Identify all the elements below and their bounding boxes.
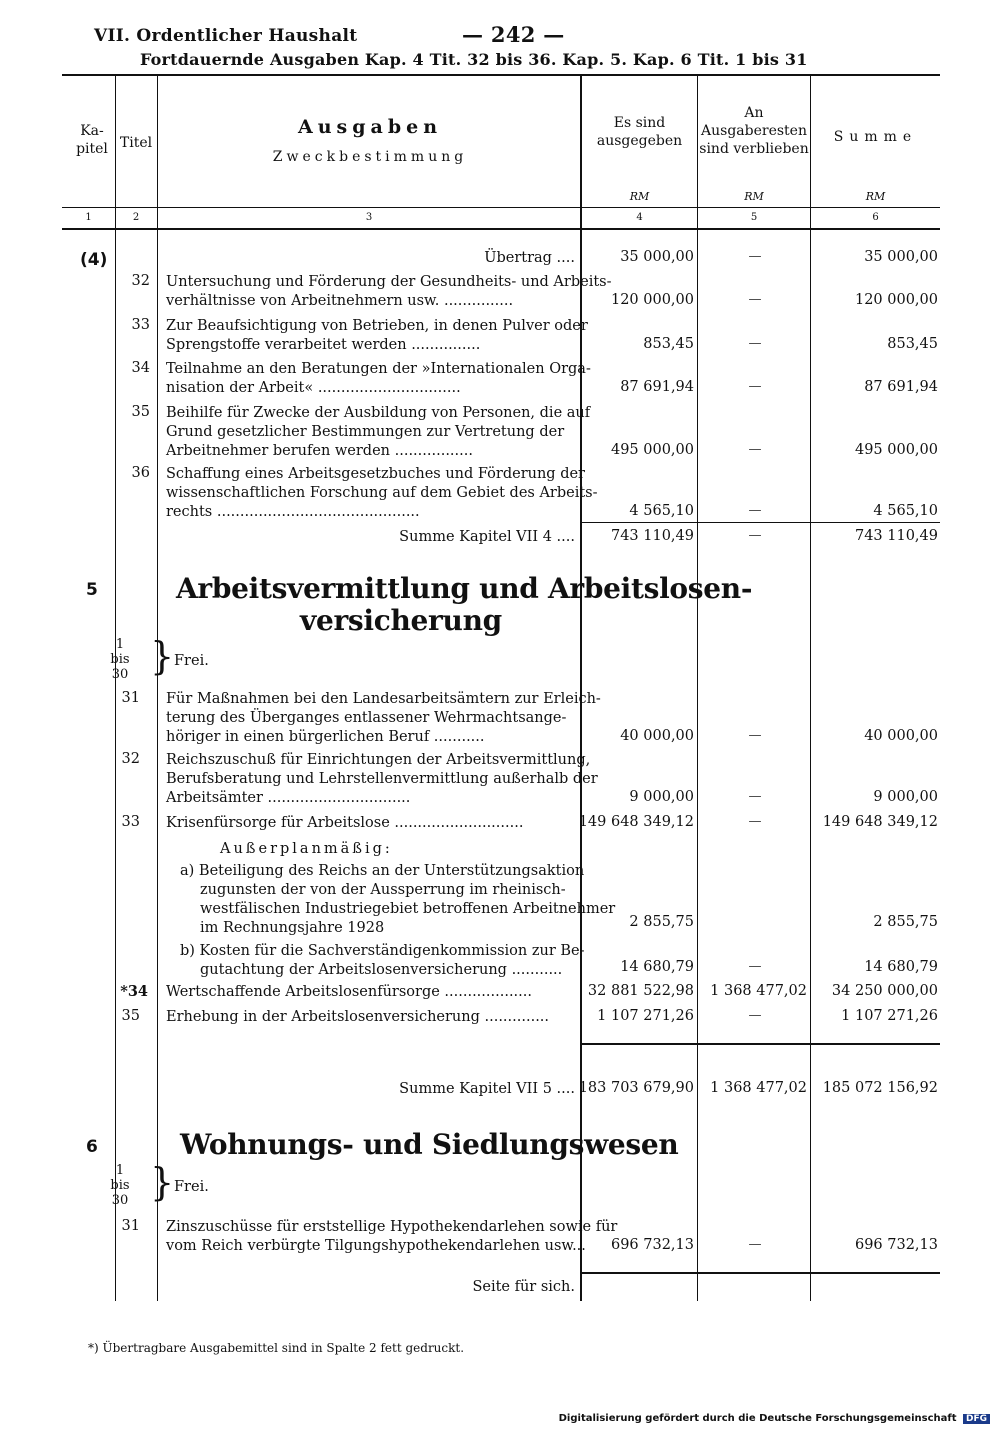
brace: } [150,634,175,678]
sum-reste: — [748,528,762,543]
credit-text: Digitalisierung gefördert durch die Deutsche Forschungsgemeinschaft [558,1413,957,1424]
titel-range: 1 bis 30 [110,637,130,682]
value-reste: — [748,959,762,974]
value-summe: 34 250 000,00 [831,983,938,999]
value-ausgegeben: 35 000,00 [620,249,694,265]
col-head-ausgaben: Ausgaben [297,116,443,138]
item-text: gutachtung der Arbeitslosenversicherung ........... [200,962,563,978]
value-summe: 9 000,00 [873,789,938,805]
sum-reste: 1 368 477,02 [710,1080,807,1096]
titel-number: 31 [121,690,140,706]
chapter-title: Wohnungs- und Siedlungswesen [180,1128,679,1161]
item-text: wissenschaftlichen Forschung auf dem Gebiet des Arbeits- [166,485,598,501]
unit-label: RM [744,190,764,203]
value-reste: — [748,249,762,264]
col-head-reste: An Ausgaberesten sind verblieben [699,105,809,157]
item-text: Sprengstoffe verarbeitet werden ............... [166,337,481,353]
value-summe: 40 000,00 [864,728,938,744]
value-ausgegeben: 14 680,79 [620,959,694,975]
item-text: b) Kosten für die Sachverständigenkommission zur Be- [180,943,585,959]
value-reste: — [748,503,762,518]
item-text: im Rechnungsjahre 1928 [200,920,385,936]
item-text: Wertschaffende Arbeitslosenfürsorge ................... [166,984,532,1000]
item-text: Zur Beaufsichtigung von Betrieben, in denen Pulver oder [166,318,588,334]
brace: } [150,1160,175,1204]
item-text: Teilnahme an den Beratungen der »Internationalen Orga- [166,361,591,377]
item-text: Zinszuschüsse für erststellige Hypothekendarlehen sowie für [166,1219,618,1235]
item-text: a) Beteiligung des Reichs an der Unterstützungsaktion [180,863,585,879]
value-ausgegeben: 40 000,00 [620,728,694,744]
col-head-kapitel: Ka- pitel [76,123,108,157]
sum-rule [582,1272,940,1274]
item-text: verhältnisse von Arbeitnehmern usw. ............... [166,293,514,309]
page-number: — 242 — [462,22,565,47]
item-text: rechts ............................................ [166,504,420,520]
carryover-label: Übertrag .... [484,250,575,266]
item-text: Schaffung eines Arbeitsgesetzbuches und Förderung der [166,466,585,482]
col-head-summe: Summe [833,129,918,145]
kapitel-number: (4) [80,250,108,270]
value-ausgegeben: 9 000,00 [629,789,694,805]
value-summe: 2 855,75 [873,914,938,930]
value-summe: 14 680,79 [864,959,938,975]
titel-number: 36 [131,465,150,481]
section-title: VII. Ordentlicher Haushalt [94,26,358,46]
subheading: Außerplanmäßig: [220,841,393,857]
item-text: Arbeitnehmer berufen werden ................. [166,443,473,459]
col-rule-1 [115,76,116,1301]
value-summe: 149 648 349,12 [822,814,938,830]
titel-range: 1 bis 30 [110,1163,130,1208]
item-text: westfälischen Industriegebiet betroffenen Arbeitnehmer [200,901,616,917]
value-reste: — [748,1237,762,1252]
col-rule-2 [157,76,158,1301]
value-summe: 495 000,00 [854,442,938,458]
sum-summe: 185 072 156,92 [822,1080,938,1096]
value-reste: — [748,789,762,804]
value-reste: — [748,1008,762,1023]
value-ausgegeben: 4 565,10 [629,503,694,519]
item-text: Krisenfürsorge für Arbeitslose ............................ [166,815,524,831]
item-text: höriger in einen bürgerlichen Beruf ........... [166,729,485,745]
frei-label: Frei. [174,1179,209,1195]
item-text: Reichszuschuß für Einrichtungen der Arbeitsvermittlung, [166,752,591,768]
footnote: *) Übertragbare Ausgabemittel sind in Spalte 2 fett gedruckt. [88,1341,465,1355]
value-reste: 1 368 477,02 [710,983,807,999]
titel-number: 32 [131,273,150,289]
value-ausgegeben: 87 691,94 [620,379,694,395]
col-number: 5 [750,212,758,223]
titel-number: 35 [131,404,150,420]
titel-number: *34 [120,983,148,1000]
value-ausgegeben: 495 000,00 [610,442,694,458]
value-ausgegeben: 696 732,13 [610,1237,694,1253]
unit-label: RM [865,190,886,203]
header-bottom-rule [62,228,940,230]
kapitel-number: 6 [86,1137,98,1157]
value-ausgegeben: 149 648 349,12 [578,814,694,830]
item-text: Berufsberatung und Lehrstellenvermittlung außerhalb der [166,771,598,787]
sum-ausgegeben: 743 110,49 [610,528,694,544]
seite-label: Seite für sich. [472,1279,575,1295]
col-head-titel: Titel [119,135,153,151]
value-ausgegeben: 120 000,00 [610,292,694,308]
col-head-zweck: Zweckbestimmung [272,149,468,165]
value-summe: 4 565,10 [873,503,938,519]
titel-number: 33 [131,317,150,333]
item-text: Für Maßnahmen bei den Landesarbeitsämtern zur Erleich- [166,691,601,707]
value-summe: 87 691,94 [864,379,938,395]
dfg-logo: DFG [963,1414,990,1424]
item-text: zugunsten der von der Aussperrung im rheinisch- [200,882,566,898]
value-ausgegeben: 853,45 [643,336,694,352]
col-number: 2 [132,212,140,223]
frei-label: Frei. [174,653,209,669]
value-reste: — [748,336,762,351]
value-reste: — [748,379,762,394]
unit-label: RM [629,190,650,203]
item-text: Untersuchung und Förderung der Gesundheits- und Arbeits- [166,274,612,290]
sum-rule [582,1043,940,1045]
value-summe: 853,45 [887,336,938,352]
kapitel-number: 5 [86,580,98,600]
titel-number: 31 [121,1218,140,1234]
sum-rule [582,522,940,523]
value-reste: — [748,442,762,457]
titel-number: 33 [121,814,140,830]
col-number: 4 [636,212,643,223]
sum-summe: 743 110,49 [854,528,938,544]
col-number: 1 [85,212,92,223]
table-top-rule [62,74,940,76]
chapter-title: versicherung [300,604,502,637]
value-summe: 1 107 271,26 [841,1008,938,1024]
chapter-title: Arbeitsvermittlung und Arbeitslosen- [176,572,753,605]
value-summe: 35 000,00 [864,249,938,265]
item-text: Grund gesetzlicher Bestimmungen zur Vertretung der [166,424,565,440]
sum-label: Summe Kapitel VII 4 .... [399,529,575,545]
value-ausgegeben: 2 855,75 [629,914,694,930]
col-rule-3 [580,76,582,1301]
col-number: 3 [365,212,373,223]
section-header [94,22,565,47]
item-text: Arbeitsämter ............................... [166,790,411,806]
col-head-ausgegeben: Es sind ausgegeben [596,115,683,149]
item-text: terung des Überganges entlassener Wehrmachtsange- [166,710,567,726]
titel-number: 32 [121,751,140,767]
titel-number: 34 [131,360,150,376]
item-text: nisation der Arbeit« ............................... [166,380,461,396]
item-text: Beihilfe für Zwecke der Ausbildung von Personen, die auf [166,405,591,421]
titel-number: 35 [121,1008,140,1024]
page-subtitle: Fortdauernde Ausgaben Kap. 4 Tit. 32 bis 36. Kap. 5. Kap. 6 Tit. 1 bis 31 [140,50,808,69]
value-ausgegeben: 1 107 271,26 [597,1008,694,1024]
digitization-credit [559,1413,990,1424]
value-summe: 696 732,13 [854,1237,938,1253]
sum-label: Summe Kapitel VII 5 .... [399,1081,575,1097]
sum-ausgegeben: 183 703 679,90 [578,1080,694,1096]
col-number: 6 [872,212,879,223]
item-text: vom Reich verbürgte Tilgungshypothekendarlehen usw... [166,1238,586,1254]
value-ausgegeben: 32 881 522,98 [587,983,694,999]
item-text: Erhebung in der Arbeitslosenversicherung .............. [166,1009,550,1025]
value-reste: — [748,292,762,307]
value-reste: — [748,814,762,829]
value-summe: 120 000,00 [854,292,938,308]
header-rule [62,207,940,208]
value-reste: — [748,728,762,743]
